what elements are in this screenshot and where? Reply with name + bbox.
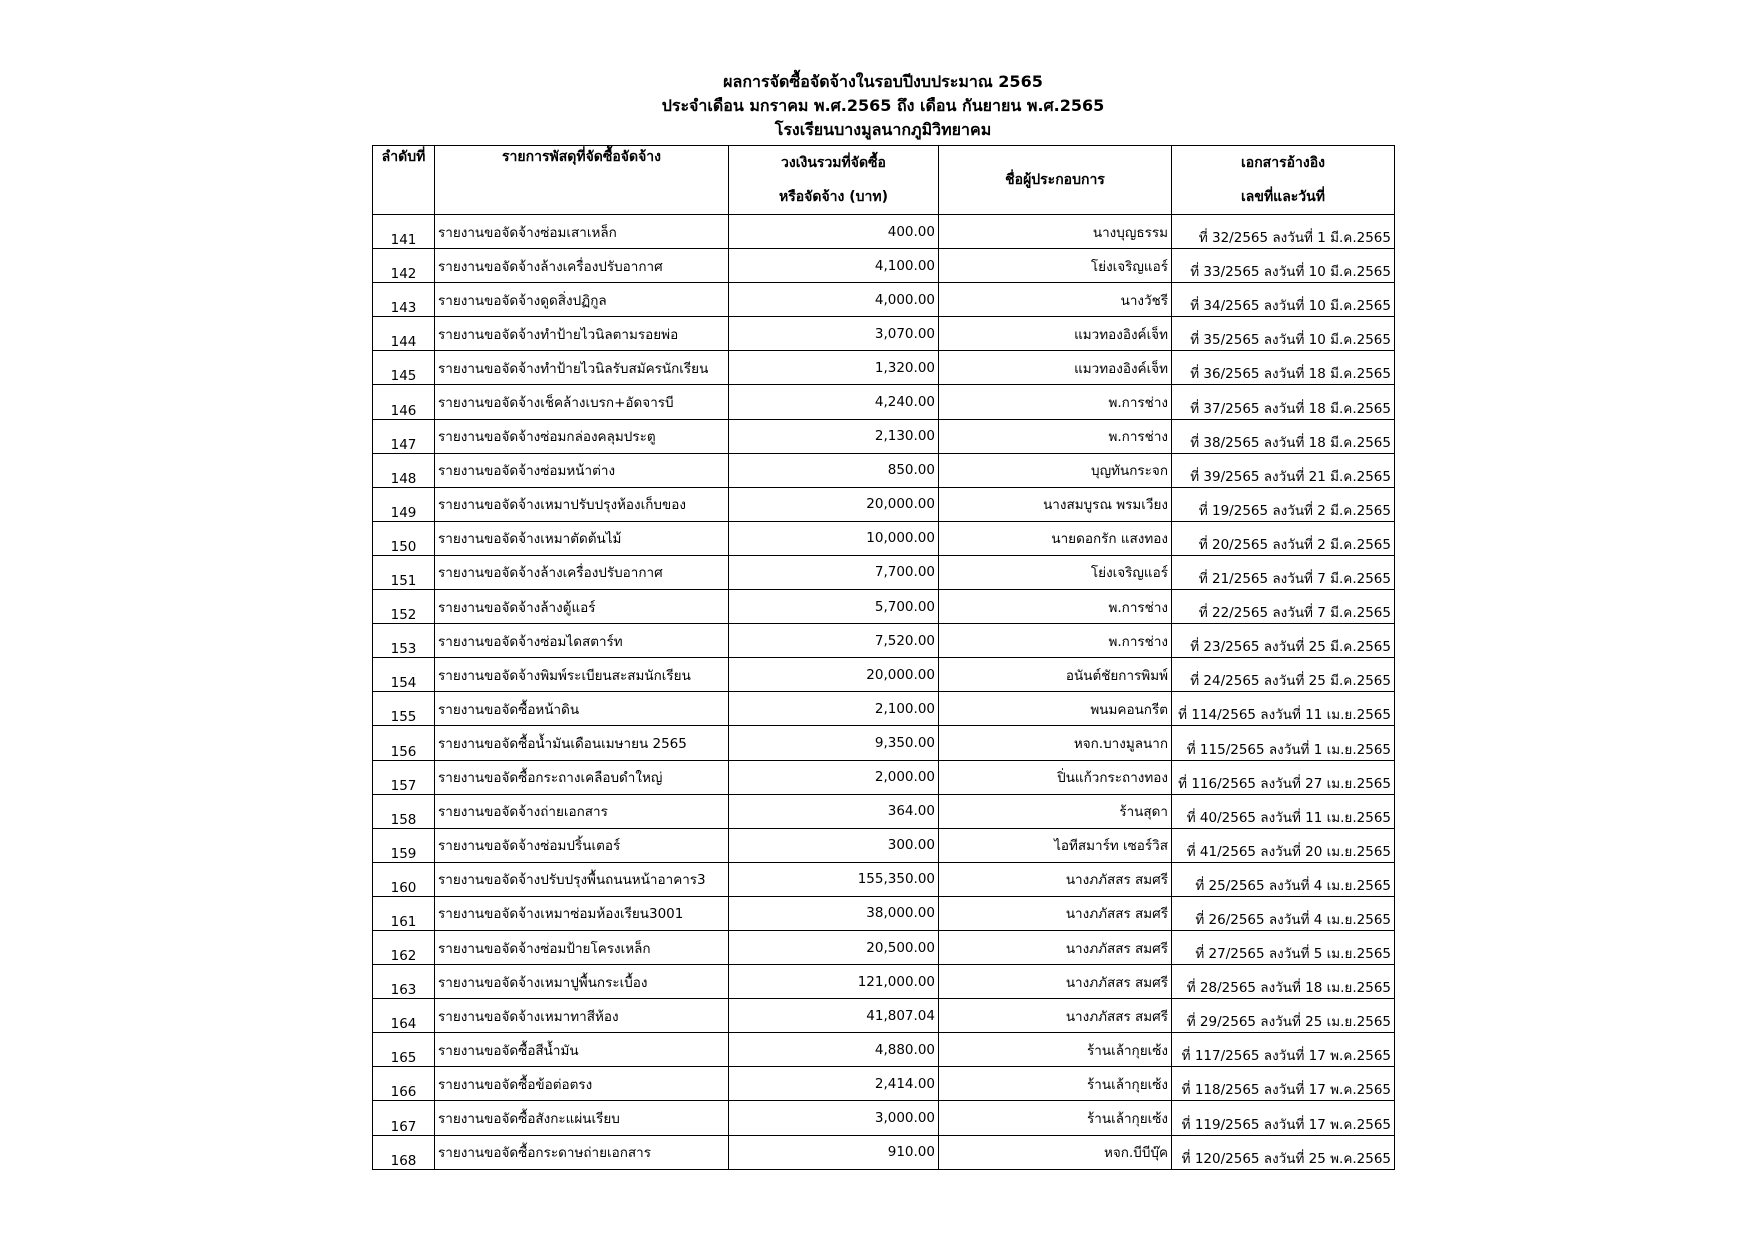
amount-cell: 2,000.00 xyxy=(729,760,939,794)
amount-cell: 4,240.00 xyxy=(729,385,939,419)
row-number: 150 xyxy=(373,521,435,555)
amount-cell: 3,000.00 xyxy=(729,1101,939,1135)
item-description: รายงานขอจัดจ้างซ่อมหน้าต่าง xyxy=(435,453,729,487)
reference-doc: ที่ 34/2565 ลงวันที่ 10 มี.ค.2565 xyxy=(1172,283,1395,317)
row-number: 157 xyxy=(373,760,435,794)
amount-cell: 38,000.00 xyxy=(729,896,939,930)
table-row xyxy=(373,487,1395,521)
item-description: รายงานขอจัดซื้อน้ำมันเดือนเมษายน 2565 xyxy=(435,726,729,760)
table-row xyxy=(373,419,1395,453)
amount-cell: 121,000.00 xyxy=(729,965,939,999)
row-number: 144 xyxy=(373,317,435,351)
item-description: รายงานขอจัดซื้อหน้าดิน xyxy=(435,692,729,726)
row-number: 166 xyxy=(373,1067,435,1101)
amount-cell: 10,000.00 xyxy=(729,521,939,555)
item-description: รายงานขอจัดจ้างเหมาตัดต้นไม้ xyxy=(435,521,729,555)
table-header-row xyxy=(373,146,1395,215)
table-row xyxy=(373,1101,1395,1135)
item-description: รายงานขอจัดซื้อสังกะแผ่นเรียบ xyxy=(435,1101,729,1135)
amount-cell: 2,414.00 xyxy=(729,1067,939,1101)
header-reference xyxy=(1172,146,1395,215)
vendor-name: โย่งเจริญแอร์ xyxy=(939,555,1172,589)
vendor-name: พ.การช่าง xyxy=(939,419,1172,453)
row-number: 163 xyxy=(373,965,435,999)
vendor-name: พ.การช่าง xyxy=(939,624,1172,658)
reference-doc: ที่ 119/2565 ลงวันที่ 17 พ.ค.2565 xyxy=(1172,1101,1395,1135)
reference-doc: ที่ 114/2565 ลงวันที่ 11 เม.ย.2565 xyxy=(1172,692,1395,726)
row-number: 160 xyxy=(373,862,435,896)
table-row xyxy=(373,590,1395,624)
document-period: ประจำเดือน มกราคม พ.ศ.2565 ถึง เดือน กันยายน พ.ศ.2565 xyxy=(661,96,1105,115)
item-description: รายงานขอจัดจ้างเหมาทาสีห้อง xyxy=(435,999,729,1033)
row-number: 161 xyxy=(373,896,435,930)
item-description: รายงานขอจัดจ้างล้างเครื่องปรับอากาศ xyxy=(435,555,729,589)
row-number: 152 xyxy=(373,590,435,624)
vendor-name: พนมคอนกรีต xyxy=(939,692,1172,726)
amount-cell: 3,070.00 xyxy=(729,317,939,351)
reference-doc: ที่ 21/2565 ลงวันที่ 7 มี.ค.2565 xyxy=(1172,555,1395,589)
reference-doc: ที่ 29/2565 ลงวันที่ 25 เม.ย.2565 xyxy=(1172,999,1395,1033)
table-body xyxy=(373,215,1395,1170)
amount-cell: 400.00 xyxy=(729,215,939,249)
amount-cell: 20,000.00 xyxy=(729,658,939,692)
table-row xyxy=(373,385,1395,419)
vendor-name: แมวทองอิงค์เจ็ท xyxy=(939,351,1172,385)
vendor-name: นางภภัสสร สมศรี xyxy=(939,930,1172,964)
amount-cell: 7,700.00 xyxy=(729,555,939,589)
amount-cell: 2,100.00 xyxy=(729,692,939,726)
item-description: รายงานขอจัดจ้างล้างเครื่องปรับอากาศ xyxy=(435,249,729,283)
item-description: รายงานขอจัดจ้างเหมาซ่อมห้องเรียน3001 xyxy=(435,896,729,930)
amount-cell: 5,700.00 xyxy=(729,590,939,624)
header-reference-line1: เอกสารอ้างอิง xyxy=(1241,155,1325,171)
row-number: 165 xyxy=(373,1033,435,1067)
table-row xyxy=(373,453,1395,487)
row-number: 156 xyxy=(373,726,435,760)
vendor-name: ร้านเล้ากุยเซ้ง xyxy=(939,1101,1172,1135)
reference-doc: ที่ 32/2565 ลงวันที่ 1 มี.ค.2565 xyxy=(1172,215,1395,249)
row-number: 158 xyxy=(373,794,435,828)
reference-doc: ที่ 25/2565 ลงวันที่ 4 เม.ย.2565 xyxy=(1172,862,1395,896)
reference-doc: ที่ 33/2565 ลงวันที่ 10 มี.ค.2565 xyxy=(1172,249,1395,283)
item-description: รายงานขอจัดจ้างดูดสิ่งปฏิกูล xyxy=(435,283,729,317)
amount-cell: 9,350.00 xyxy=(729,726,939,760)
vendor-name: พ.การช่าง xyxy=(939,385,1172,419)
amount-cell: 850.00 xyxy=(729,453,939,487)
item-description: รายงานขอจัดซื้อข้อต่อตรง xyxy=(435,1067,729,1101)
vendor-name: ปิ่นแก้วกระถางทอง xyxy=(939,760,1172,794)
reference-doc: ที่ 37/2565 ลงวันที่ 18 มี.ค.2565 xyxy=(1172,385,1395,419)
header-reference-line2: เลขที่และวันที่ xyxy=(1241,189,1325,205)
table-row xyxy=(373,760,1395,794)
amount-cell: 20,000.00 xyxy=(729,487,939,521)
vendor-name: บุญทันกระจก xyxy=(939,453,1172,487)
reference-doc: ที่ 39/2565 ลงวันที่ 21 มี.ค.2565 xyxy=(1172,453,1395,487)
vendor-name: นางภภัสสร สมศรี xyxy=(939,862,1172,896)
amount-cell: 2,130.00 xyxy=(729,419,939,453)
row-number: 146 xyxy=(373,385,435,419)
vendor-name: นางภภัสสร สมศรี xyxy=(939,896,1172,930)
item-description: รายงานขอจัดจ้างซ่อมปริ้นเตอร์ xyxy=(435,828,729,862)
item-description: รายงานขอจัดจ้างซ่อมไดสตาร์ท xyxy=(435,624,729,658)
item-description: รายงานขอจัดซื้อกระถางเคลือบดำใหญ่ xyxy=(435,760,729,794)
row-number: 154 xyxy=(373,658,435,692)
table-row xyxy=(373,283,1395,317)
amount-cell: 4,000.00 xyxy=(729,283,939,317)
row-number: 148 xyxy=(373,453,435,487)
reference-doc: ที่ 22/2565 ลงวันที่ 7 มี.ค.2565 xyxy=(1172,590,1395,624)
table-row xyxy=(373,1135,1395,1169)
header-no: ลำดับที่ xyxy=(373,146,435,215)
reference-doc: ที่ 26/2565 ลงวันที่ 4 เม.ย.2565 xyxy=(1172,896,1395,930)
amount-cell: 300.00 xyxy=(729,828,939,862)
item-description: รายงานขอจัดจ้างถ่ายเอกสาร xyxy=(435,794,729,828)
vendor-name: ไอทีสมาร์ท เซอร์วิส xyxy=(939,828,1172,862)
reference-doc: ที่ 120/2565 ลงวันที่ 25 พ.ค.2565 xyxy=(1172,1135,1395,1169)
table-row xyxy=(373,692,1395,726)
vendor-name: นางภภัสสร สมศรี xyxy=(939,999,1172,1033)
item-description: รายงานขอจัดซื้อกระดาษถ่ายเอกสาร xyxy=(435,1135,729,1169)
amount-cell: 155,350.00 xyxy=(729,862,939,896)
amount-cell: 41,807.04 xyxy=(729,999,939,1033)
reference-doc: ที่ 118/2565 ลงวันที่ 17 พ.ค.2565 xyxy=(1172,1067,1395,1101)
vendor-name: นางสมบูรณ พรมเวียง xyxy=(939,487,1172,521)
school-name: โรงเรียนบางมูลนากภูมิวิทยาคม xyxy=(774,120,992,139)
table-row xyxy=(373,555,1395,589)
row-number: 142 xyxy=(373,249,435,283)
table-row xyxy=(373,1067,1395,1101)
vendor-name: หจก.บีบีบุ๊ค xyxy=(939,1135,1172,1169)
document-header xyxy=(372,70,1394,142)
item-description: รายงานขอจัดจ้างปรับปรุงพื้นถนนหน้าอาคาร3 xyxy=(435,862,729,896)
vendor-name: ร้านสุดา xyxy=(939,794,1172,828)
vendor-name: พ.การช่าง xyxy=(939,590,1172,624)
item-description: รายงานขอจัดจ้างทำป้ายไวนิลตามรอยพ่อ xyxy=(435,317,729,351)
header-amount-line2: หรือจัดจ้าง (บาท) xyxy=(779,189,888,205)
amount-cell: 4,100.00 xyxy=(729,249,939,283)
table-row xyxy=(373,1033,1395,1067)
row-number: 168 xyxy=(373,1135,435,1169)
amount-cell: 4,880.00 xyxy=(729,1033,939,1067)
reference-doc: ที่ 19/2565 ลงวันที่ 2 มี.ค.2565 xyxy=(1172,487,1395,521)
amount-cell: 20,500.00 xyxy=(729,930,939,964)
item-description: รายงานขอจัดซื้อสีน้ำมัน xyxy=(435,1033,729,1067)
vendor-name: นายดอกรัก แสงทอง xyxy=(939,521,1172,555)
row-number: 155 xyxy=(373,692,435,726)
table-row xyxy=(373,249,1395,283)
table-row xyxy=(373,862,1395,896)
table-row xyxy=(373,726,1395,760)
item-description: รายงานขอจัดจ้างซ่อมป้ายโครงเหล็ก xyxy=(435,930,729,964)
table-row xyxy=(373,794,1395,828)
item-description: รายงานขอจัดจ้างซ่อมกล่องคลุมประตู xyxy=(435,419,729,453)
row-number: 141 xyxy=(373,215,435,249)
vendor-name: นางวัชรี xyxy=(939,283,1172,317)
row-number: 153 xyxy=(373,624,435,658)
table-row xyxy=(373,317,1395,351)
vendor-name: ร้านเล้ากุยเซ้ง xyxy=(939,1067,1172,1101)
table-row xyxy=(373,658,1395,692)
header-vendor: ชื่อผู้ประกอบการ xyxy=(939,146,1172,215)
table-row xyxy=(373,215,1395,249)
table-row xyxy=(373,351,1395,385)
reference-doc: ที่ 28/2565 ลงวันที่ 18 เม.ย.2565 xyxy=(1172,965,1395,999)
table-row xyxy=(373,999,1395,1033)
reference-doc: ที่ 24/2565 ลงวันที่ 25 มี.ค.2565 xyxy=(1172,658,1395,692)
reference-doc: ที่ 115/2565 ลงวันที่ 1 เม.ย.2565 xyxy=(1172,726,1395,760)
table-row xyxy=(373,930,1395,964)
row-number: 167 xyxy=(373,1101,435,1135)
table-row xyxy=(373,965,1395,999)
vendor-name: อนันต์ชัยการพิมพ์ xyxy=(939,658,1172,692)
reference-doc: ที่ 116/2565 ลงวันที่ 27 เม.ย.2565 xyxy=(1172,760,1395,794)
item-description: รายงานขอจัดจ้างเหมาปรับปรุงห้องเก็บของ xyxy=(435,487,729,521)
item-description: รายงานขอจัดจ้างซ่อมเสาเหล็ก xyxy=(435,215,729,249)
item-description: รายงานขอจัดจ้างทำป้ายไวนิลรับสมัครนักเรียน xyxy=(435,351,729,385)
item-description: รายงานขอจัดจ้างพิมพ์ระเบียนสะสมนักเรียน xyxy=(435,658,729,692)
amount-cell: 1,320.00 xyxy=(729,351,939,385)
table-row xyxy=(373,624,1395,658)
reference-doc: ที่ 23/2565 ลงวันที่ 25 มี.ค.2565 xyxy=(1172,624,1395,658)
procurement-table xyxy=(372,145,1395,1170)
table-row xyxy=(373,828,1395,862)
reference-doc: ที่ 38/2565 ลงวันที่ 18 มี.ค.2565 xyxy=(1172,419,1395,453)
amount-cell: 910.00 xyxy=(729,1135,939,1169)
header-amount-line1: วงเงินรวมที่จัดซื้อ xyxy=(781,155,886,171)
row-number: 145 xyxy=(373,351,435,385)
reference-doc: ที่ 20/2565 ลงวันที่ 2 มี.ค.2565 xyxy=(1172,521,1395,555)
vendor-name: โย่งเจริญแอร์ xyxy=(939,249,1172,283)
row-number: 149 xyxy=(373,487,435,521)
document-title: ผลการจัดซื้อจัดจ้างในรอบปีงบประมาณ 2565 xyxy=(723,72,1043,91)
reference-doc: ที่ 35/2565 ลงวันที่ 10 มี.ค.2565 xyxy=(1172,317,1395,351)
vendor-name: ร้านเล้ากุยเซ้ง xyxy=(939,1033,1172,1067)
row-number: 151 xyxy=(373,555,435,589)
row-number: 162 xyxy=(373,930,435,964)
row-number: 147 xyxy=(373,419,435,453)
vendor-name: นางบุญธรรม xyxy=(939,215,1172,249)
reference-doc: ที่ 117/2565 ลงวันที่ 17 พ.ค.2565 xyxy=(1172,1033,1395,1067)
item-description: รายงานขอจัดจ้างเช็คล้างเบรก+อัดจารบี xyxy=(435,385,729,419)
reference-doc: ที่ 36/2565 ลงวันที่ 18 มี.ค.2565 xyxy=(1172,351,1395,385)
row-number: 143 xyxy=(373,283,435,317)
row-number: 164 xyxy=(373,999,435,1033)
item-description: รายงานขอจัดจ้างเหมาปูพื้นกระเบื้อง xyxy=(435,965,729,999)
reference-doc: ที่ 41/2565 ลงวันที่ 20 เม.ย.2565 xyxy=(1172,828,1395,862)
reference-doc: ที่ 27/2565 ลงวันที่ 5 เม.ย.2565 xyxy=(1172,930,1395,964)
item-description: รายงานขอจัดจ้างล้างตู้แอร์ xyxy=(435,590,729,624)
reference-doc: ที่ 40/2565 ลงวันที่ 11 เม.ย.2565 xyxy=(1172,794,1395,828)
amount-cell: 364.00 xyxy=(729,794,939,828)
vendor-name: แมวทองอิงค์เจ็ท xyxy=(939,317,1172,351)
table-row xyxy=(373,896,1395,930)
vendor-name: นางภภัสสร สมศรี xyxy=(939,965,1172,999)
amount-cell: 7,520.00 xyxy=(729,624,939,658)
row-number: 159 xyxy=(373,828,435,862)
header-item: รายการพัสดุที่จัดซื้อจัดจ้าง xyxy=(435,146,729,215)
table-row xyxy=(373,521,1395,555)
vendor-name: หจก.บางมูลนาก xyxy=(939,726,1172,760)
header-amount xyxy=(729,146,939,215)
